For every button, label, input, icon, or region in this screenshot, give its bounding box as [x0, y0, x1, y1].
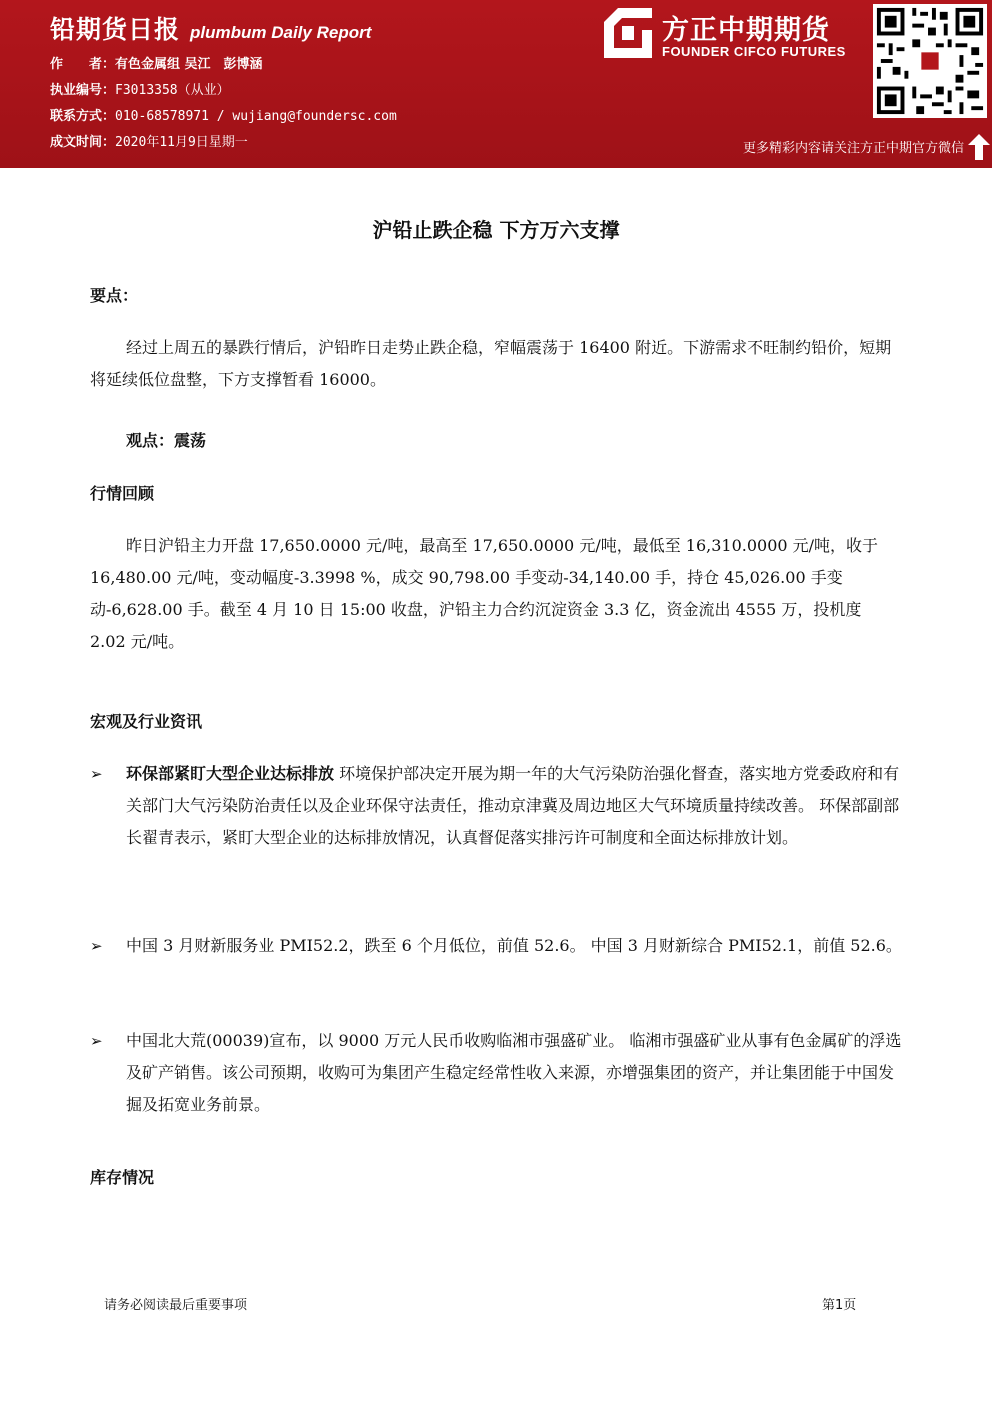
meta-key: 联系方式： — [50, 109, 116, 124]
bullet-arrow-icon: ➢ — [90, 765, 103, 783]
news-item-body: 中国北大荒(00039)宣布，以 9000 万元人民币收购临湘市强盛矿业。 临湘市强盛矿业从事有色金属矿的浮选及矿产销售。该公司预期，收购可为集团产生稳定经常性收入来源，亦增强集团的资产，并让集团能于中国发掘及拓宽业务前景。 — [126, 1031, 902, 1114]
report-meta — [50, 52, 397, 156]
wechat-note: 更多精彩内容请关注方正中期官方微信 — [742, 141, 964, 156]
meta-value: 010-68578971 / wujiang@foundersc.com — [115, 109, 397, 124]
key-points-heading: 要点： — [90, 286, 139, 305]
wechat-qr-code — [873, 4, 987, 118]
meta-key: 作 者： — [50, 57, 116, 72]
news-item-text — [126, 1025, 902, 1121]
report-header — [0, 0, 992, 168]
logo-mark-icon — [604, 8, 652, 58]
market-review-text: 昨日沪铅主力开盘 17,650.0000 元/吨，最高至 17,650.0000 元/吨，最低至 16,310.0000 元/吨，收于 16,480.00 元/吨，变动幅度-3.3998 %，成交 90,798.00 手变动-34,140.00 手，持仓 45,026.00 手变动-6,628.00 手。截至 4 月 10 日 15:00 收盘，沪铅主力合约沉淀资金 3.3 亿，资金流出 4555 万，投机度 2.02 元/吨。 — [90, 536, 879, 651]
inventory-heading: 库存情况 — [90, 1168, 155, 1187]
bullet-arrow-icon: ➢ — [90, 937, 103, 955]
news-item-body: 环境保护部决定开展为期一年的大气污染防治强化督查，落实地方党委政府和有关部门大气污染防治责任以及企业环保守法责任，推动京津冀及周边地区大气环境质量持续改善。 环保部副部长翟青表示，紧盯大型企业的达标排放情况，认真督促落实排污许可制度和全面达标排放计划。 — [126, 764, 900, 847]
meta-key: 成文时间： — [50, 135, 116, 150]
meta-contact — [50, 104, 397, 130]
news-item — [90, 758, 902, 854]
logo-text-cn: 方正中期期货 — [662, 15, 830, 46]
meta-date — [50, 130, 397, 156]
news-item — [90, 930, 902, 962]
footer-notice: 请务必阅读最后重要事项 — [104, 1298, 248, 1313]
report-title-en: plumbum Daily Report — [190, 23, 372, 42]
news-item-body: 中国 3 月财新服务业 PMI52.2，跌至 6 个月低位，前值 52.6。 中国 3 月财新综合 PMI52.1，前值 52.6。 — [126, 936, 902, 955]
news-item-lead: 环保部紧盯大型企业达标排放 — [126, 764, 335, 783]
up-arrow-icon — [968, 134, 990, 160]
document-title: 沪铅止跌企稳 下方万六支撑 — [372, 218, 620, 242]
meta-value: F3013358（从业） — [115, 83, 230, 98]
company-logo — [604, 6, 862, 64]
qr-code-icon — [873, 4, 987, 118]
bullet-arrow-icon: ➢ — [90, 1032, 103, 1050]
meta-value: 2020年11月9日星期一 — [115, 135, 248, 150]
report-title-cn: 铅期货日报 — [50, 15, 181, 44]
market-review-heading: 行情回顾 — [90, 484, 155, 503]
logo-text-en: FOUNDER CIFCO FUTURES — [662, 44, 846, 59]
report-title-block — [50, 10, 371, 46]
macro-heading: 宏观及行业资讯 — [90, 712, 203, 731]
meta-authors — [50, 52, 397, 78]
key-points-text: 经过上周五的暴跌行情后，沪铅昨日走势止跌企稳，窄幅震荡于 16400 附近。下游需求不旺制约铅价，短期将延续低位盘整，下方支撑暂看 16000。 — [90, 338, 892, 389]
page-number: 第1页 — [822, 1298, 857, 1313]
news-item — [90, 1025, 902, 1121]
meta-key: 执业编号： — [50, 83, 116, 98]
meta-value: 有色金属组 吴江 彭博涵 — [115, 57, 263, 72]
news-item-text — [126, 930, 902, 962]
news-item-text — [126, 758, 902, 854]
meta-license — [50, 78, 397, 104]
view-statement: 观点：震荡 — [126, 431, 207, 450]
